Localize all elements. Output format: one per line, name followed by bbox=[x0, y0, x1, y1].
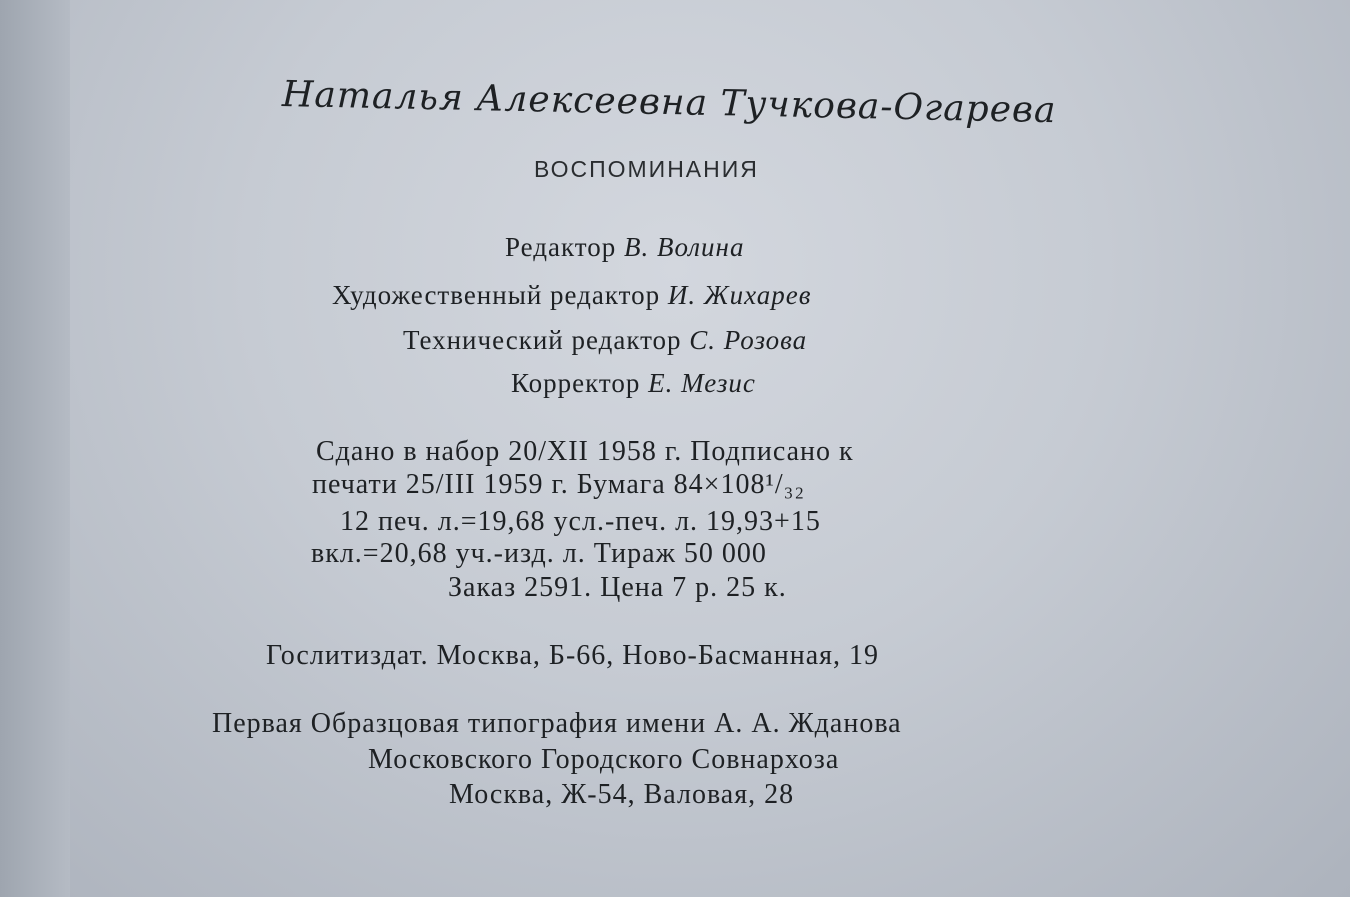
credit-art-editor bbox=[332, 280, 811, 311]
printer-line: Москва, Ж-54, Валовая, 28 bbox=[449, 779, 795, 810]
credit-person: Е. Мезис bbox=[648, 368, 756, 398]
credit-person: С. Розова bbox=[689, 325, 808, 355]
credit-proofreader bbox=[511, 368, 756, 399]
imprint-line: вкл.=20,68 уч.-изд. л. Тираж 50 000 bbox=[311, 538, 767, 569]
credit-role: Технический редактор bbox=[403, 325, 682, 355]
credit-role: Редактор bbox=[505, 232, 617, 262]
imprint-line: Заказ 2591. Цена 7 р. 25 к. bbox=[448, 572, 787, 603]
imprint-line: печати 25/III 1959 г. Бумага 84×108¹/₃₂ bbox=[312, 469, 806, 500]
printer-line: Московского Городского Совнархоза bbox=[368, 744, 840, 775]
printer-line: Первая Образцовая типография имени А. А. Жданова bbox=[212, 708, 902, 739]
book-title: ВОСПОМИНАНИЯ bbox=[534, 156, 759, 182]
imprint-line: Сдано в набор 20/XII 1958 г. Подписано к bbox=[316, 436, 854, 467]
page-spine-shadow bbox=[0, 0, 70, 897]
publisher-address: Гослитиздат. Москва, Б-66, Ново-Басманная, 19 bbox=[266, 640, 880, 671]
author-name: Наталья Алексеевна Тучкова-Огарева bbox=[281, 74, 1057, 132]
credit-role: Корректор bbox=[511, 368, 641, 398]
credit-role: Художественный редактор bbox=[332, 280, 661, 310]
credit-person: И. Жихарев bbox=[667, 280, 812, 310]
imprint-line: 12 печ. л.=19,68 усл.-печ. л. 19,93+15 bbox=[340, 506, 821, 537]
credit-person: В. Волина bbox=[623, 232, 745, 262]
credit-tech-editor bbox=[403, 325, 807, 356]
credit-editor bbox=[505, 232, 744, 263]
